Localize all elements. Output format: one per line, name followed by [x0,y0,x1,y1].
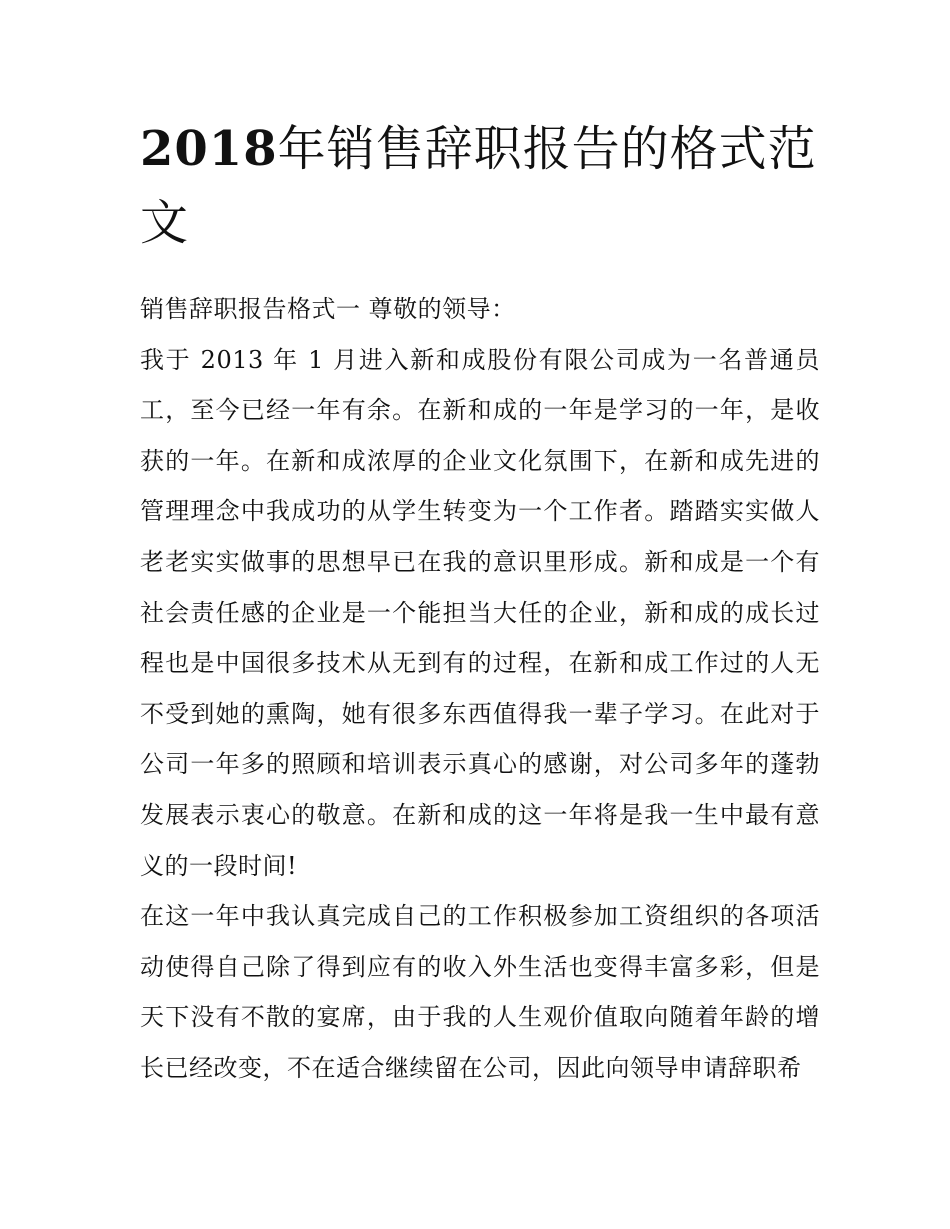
document-body [140,284,820,1094]
paragraph-salutation: 销售辞职报告格式一 尊敬的领导： [140,295,516,323]
title-text: 年销售辞职报告的格式范文 [140,121,817,251]
paragraph-1: 我于 2013 年 1 月进入新和成股份有限公司成为一名普通员工，至今已经一年有余。在新和成的一年是学习的一年，是收获的一年。在新和成浓厚的企业文化氛围下，在新和成先进的管理理念中我成功的从学生转变为一个工作者。踏踏实实做人老老实实做事的思想早已在我的意识里形成。新和成是一个有社会责任感的企业是一个能担当大任的企业，新和成的成长过程也是中国很多技术从无到有的过程，在新和成工作过的人无不受到她的熏陶，她有很多东西值得我一辈子学习。在此对于公司一年多的照顾和培训表示真心的感谢，对公司多年的蓬勃发展表示衷心的敬意。在新和成的这一年将是我一生中最有意义的一段时间! [140,345,820,880]
paragraph-2: 在这一年中我认真完成自己的工作积极参加工资组织的各项活动使得自己除了得到应有的收入外生活也变得丰富多彩，但是天下没有不散的宴席，由于我的人生观价值取向随着年龄的增长已经改变，不在适合继续留在公司，因此向领导申请辞职希 [140,902,820,1082]
document-page [140,112,820,1094]
document-title [140,112,820,260]
title-year: 2018 [140,121,278,177]
